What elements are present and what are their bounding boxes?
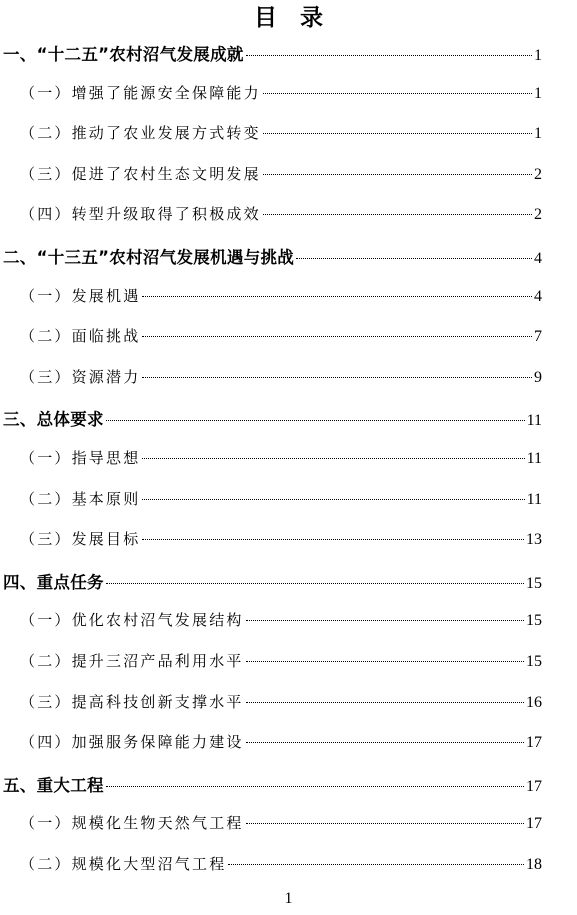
toc-subsection-entry[interactable] [0, 319, 577, 360]
dot-leader [246, 620, 524, 621]
toc-entry-page-number: 1 [534, 84, 542, 102]
dot-leader [106, 420, 525, 421]
toc-subsection-entry[interactable] [0, 279, 577, 320]
toc-entry-page-number: 15 [526, 612, 542, 630]
toc-subsection-entry[interactable] [0, 603, 577, 644]
toc-entry-page-number: 4 [534, 287, 542, 305]
toc-entry-label: 四、重点任务 [3, 572, 104, 592]
toc-entry-label: （一）增强了能源安全保障能力 [20, 83, 261, 102]
dot-leader [142, 539, 524, 540]
toc-entry-page-number: 16 [526, 693, 542, 711]
toc-entry-page-number: 7 [534, 328, 542, 346]
toc-entry-page-number: 2 [534, 165, 542, 183]
toc-entry-label: 五、重大工程 [3, 775, 104, 795]
toc-entry-label: （一）优化农村沼气发展结构 [20, 611, 244, 630]
toc-entry-page-number: 9 [534, 368, 542, 386]
toc-section-entry[interactable] [0, 238, 577, 279]
toc-entry-page-number: 13 [526, 531, 542, 549]
dot-leader [263, 133, 532, 134]
dot-leader [246, 823, 524, 824]
dot-leader [246, 702, 524, 703]
toc-section-entry[interactable] [0, 400, 577, 441]
dot-leader [106, 583, 524, 584]
toc-entry-page-number: 1 [534, 125, 542, 143]
toc-entry-page-number: 11 [526, 449, 542, 467]
toc-entry-page-number: 1 [534, 47, 542, 64]
footer-page-number: 1 [284, 890, 293, 907]
toc-entry-label: （四）转型升级取得了积极成效 [20, 205, 261, 224]
table-of-contents [0, 35, 577, 887]
toc-subsection-entry[interactable] [0, 360, 577, 401]
toc-entry-page-number: 4 [534, 249, 542, 267]
dot-leader [142, 296, 532, 297]
toc-subsection-entry[interactable] [0, 522, 577, 563]
dot-leader [142, 336, 532, 337]
toc-entry-page-number: 17 [526, 734, 542, 752]
toc-subsection-entry[interactable] [0, 116, 577, 157]
toc-section-entry[interactable] [0, 766, 577, 807]
toc-entry-page-number: 11 [526, 490, 542, 508]
dot-leader [142, 458, 524, 459]
dot-leader [246, 742, 524, 743]
toc-subsection-entry[interactable] [0, 76, 577, 117]
dot-leader [263, 93, 532, 94]
toc-entry-page-number: 17 [526, 815, 542, 833]
toc-entry-label: （三）促进了农村生态文明发展 [20, 164, 261, 183]
toc-entry-label: （二）推动了农业发展方式转变 [20, 124, 261, 143]
toc-subsection-entry[interactable] [0, 644, 577, 685]
toc-entry-page-number: 18 [526, 855, 542, 873]
page-title: 目 录 [254, 5, 323, 31]
toc-section-entry[interactable] [0, 35, 577, 76]
toc-entry-label: （二）基本原则 [20, 489, 141, 508]
toc-section-entry[interactable] [0, 563, 577, 604]
dot-leader [142, 499, 524, 500]
toc-entry-page-number: 11 [526, 412, 542, 430]
toc-subsection-entry[interactable] [0, 157, 577, 198]
toc-subsection-entry[interactable] [0, 441, 577, 482]
dot-leader [228, 864, 524, 865]
toc-subsection-entry[interactable] [0, 482, 577, 523]
toc-entry-label: （二）提升三沼产品利用水平 [20, 651, 244, 670]
toc-entry-label: （四）加强服务保障能力建设 [20, 733, 244, 752]
toc-entry-label: （二）面临挑战 [20, 327, 141, 346]
dot-leader [263, 214, 532, 215]
toc-entry-label: 二、“十三五”农村沼气发展机遇与挑战 [3, 247, 295, 267]
toc-entry-page-number: 2 [534, 206, 542, 224]
dot-leader [296, 258, 532, 259]
toc-entry-page-number: 15 [526, 652, 542, 670]
toc-subsection-entry[interactable] [0, 847, 577, 888]
toc-entry-label: （三）提高科技创新支撑水平 [20, 692, 244, 711]
dot-leader [263, 174, 532, 175]
toc-subsection-entry[interactable] [0, 806, 577, 847]
dot-leader [142, 377, 532, 378]
dot-leader [246, 55, 532, 56]
toc-entry-label: （三）发展目标 [20, 530, 141, 549]
toc-entry-label: （三）资源潜力 [20, 367, 141, 386]
toc-entry-label: 三、总体要求 [3, 410, 104, 430]
toc-subsection-entry[interactable] [0, 197, 577, 238]
toc-entry-label: 一、“十二五”农村沼气发展成就 [3, 45, 244, 64]
toc-entry-label: （一）规模化生物天然气工程 [20, 814, 244, 833]
toc-entry-page-number: 17 [526, 777, 542, 795]
toc-entry-label: （一）指导思想 [20, 448, 141, 467]
toc-subsection-entry[interactable] [0, 685, 577, 726]
toc-subsection-entry[interactable] [0, 725, 577, 766]
dot-leader [106, 786, 524, 787]
toc-entry-label: （二）规模化大型沼气工程 [20, 854, 227, 873]
dot-leader [246, 661, 524, 662]
toc-entry-label: （一）发展机遇 [20, 286, 141, 305]
toc-entry-page-number: 15 [526, 574, 542, 592]
